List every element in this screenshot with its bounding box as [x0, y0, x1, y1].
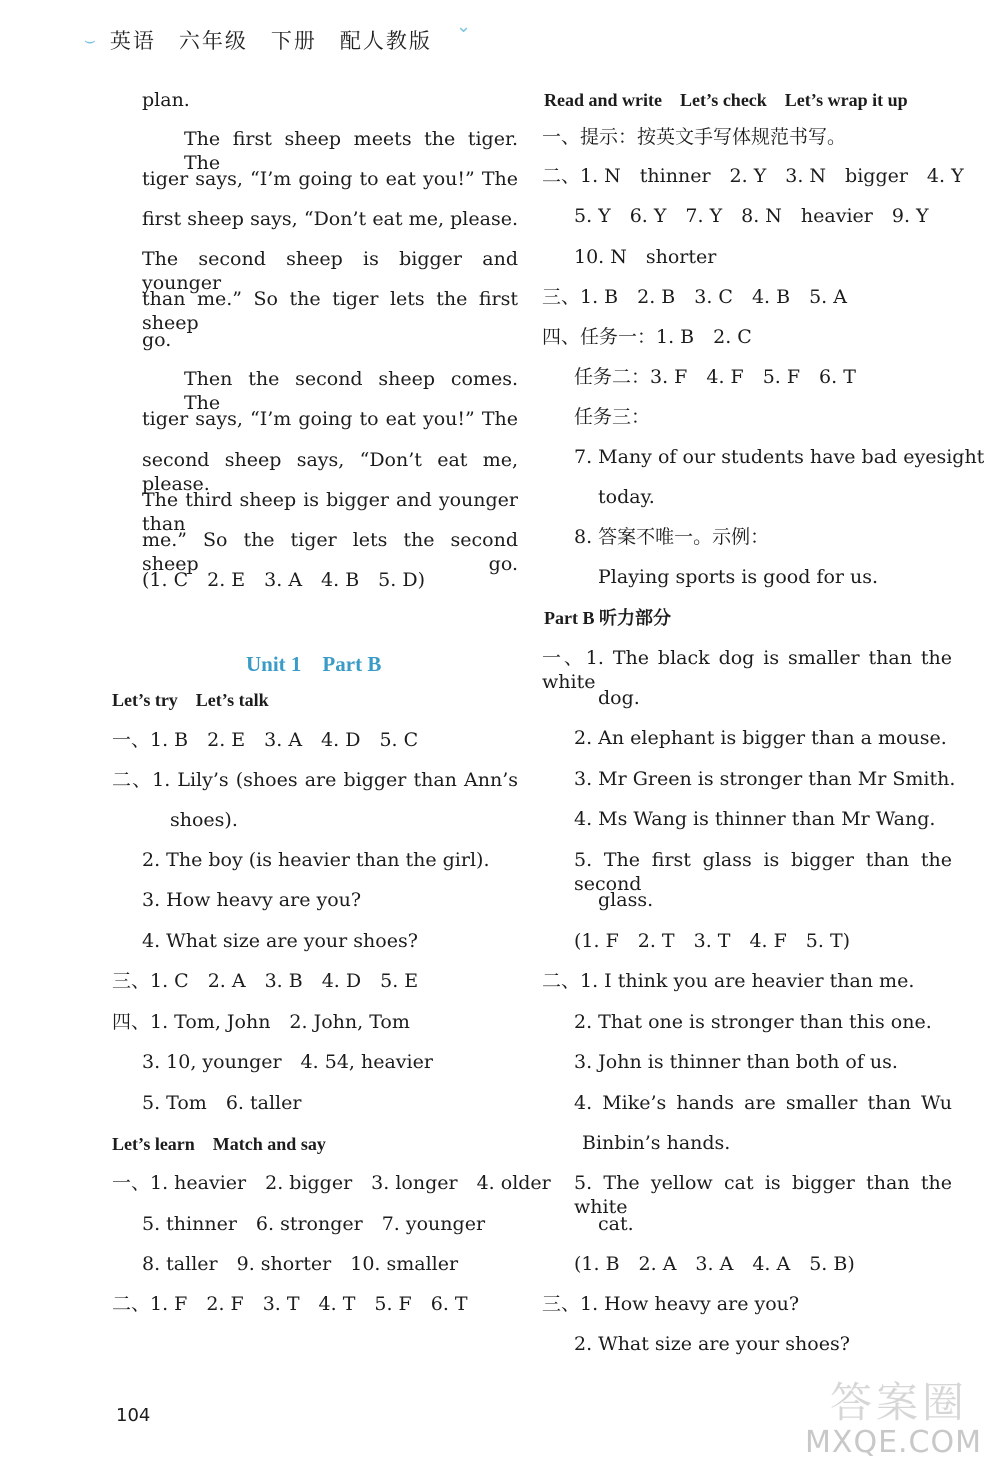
running-header	[84, 16, 472, 58]
answer-line: 任务三：	[574, 406, 651, 428]
watermark-logo-text: 答案圈	[829, 1378, 968, 1427]
answer-line: 5. The yellow cat is bigger than the white	[574, 1172, 952, 1218]
watermark	[762, 1370, 982, 1460]
story-line: me.” So the tiger lets the second sheep go.	[142, 529, 518, 575]
story-line: The first sheep meets the tiger. The	[184, 128, 518, 174]
answer-line: 8. 答案不唯一。示例：	[574, 526, 770, 548]
story-line: first sheep says, “Don’t eat me, please.	[142, 208, 518, 230]
answer-line: 3. How heavy are you?	[142, 889, 362, 911]
answer-line: glass.	[598, 889, 654, 911]
answer-line: (1. F 2. T 3. T 4. F 5. T)	[574, 930, 851, 952]
answer-line: 二、1. I think you are heavier than me.	[542, 970, 915, 992]
answer-line: 一、提示：按英文手写体规范书写。	[542, 126, 847, 148]
answer-line: 二、1. F 2. F 3. T 4. T 5. F 6. T	[112, 1293, 468, 1315]
answer-line: 3. John is thinner than both of us.	[574, 1051, 898, 1073]
story-line: go.	[142, 329, 172, 351]
answer-line: 5. thinner 6. stronger 7. younger	[142, 1213, 486, 1235]
page-number: 104	[116, 1405, 151, 1426]
answer-line: 7. Many of our students have bad eyesight	[574, 446, 985, 468]
answer-line: 10. N shorter	[574, 246, 717, 268]
answer-line: 四、任务一：1. B 2. C	[542, 326, 752, 348]
answer-line: 8. taller 9. shorter 10. smaller	[142, 1253, 459, 1275]
section-heading: Let’s try Let’s talk	[112, 690, 269, 710]
answer-line: 四、1. Tom, John 2. John, Tom	[112, 1011, 410, 1033]
answer-line: 任务二：3. F 4. F 5. F 6. T	[574, 366, 856, 388]
answer-line: 二、1. Lily’s (shoes are bigger than Ann’s	[112, 769, 518, 791]
story-line: tiger says, “I’m going to eat you!” The	[142, 408, 518, 430]
answer-line: 三、1. B 2. B 3. C 4. B 5. A	[542, 286, 847, 308]
story-line: The third sheep is bigger and younger than	[142, 489, 518, 535]
story-answers: (1. C 2. E 3. A 4. B 5. D)	[142, 569, 425, 591]
story-line: than me.” So the tiger lets the first sheep	[142, 288, 518, 334]
section-heading: Read and write Let’s check Let’s wrap it up	[544, 90, 908, 110]
answer-line: 一、1. B 2. E 3. A 4. D 5. C	[112, 729, 419, 751]
answer-line: cat.	[598, 1213, 634, 1235]
header-title: 英语 六年级 下册 配人教版	[109, 29, 432, 53]
answer-line: 2. What size are your shoes?	[574, 1333, 850, 1355]
answer-line: (1. B 2. A 3. A 4. A 5. B)	[574, 1253, 855, 1275]
section-heading: Part B 听力部分	[544, 608, 671, 628]
section-heading: Let’s learn Match and say	[112, 1134, 326, 1154]
answer-line: 一、1. heavier 2. bigger 3. longer 4. older	[112, 1172, 551, 1194]
story-line: plan.	[142, 89, 190, 111]
answer-line: 5. The first glass is bigger than the second	[574, 849, 952, 895]
unit-title: Unit 1 Part B	[246, 652, 382, 676]
answer-line: 5. Y 6. Y 7. Y 8. N heavier 9. Y	[574, 205, 929, 227]
watermark-url: MXQE.COM	[805, 1425, 982, 1460]
answer-line: 4. Ms Wang is thinner than Mr Wang.	[574, 808, 936, 830]
story-line: second sheep says, “Don’t eat me, please.	[142, 449, 518, 495]
answer-line: 三、1. C 2. A 3. B 4. D 5. E	[112, 970, 419, 992]
answer-line: dog.	[598, 687, 640, 709]
answer-line: 4. What size are your shoes?	[142, 930, 418, 952]
story-line: The second sheep is bigger and younger	[142, 248, 518, 294]
answer-line: today.	[598, 486, 655, 508]
answer-line: 5. Tom 6. taller	[142, 1092, 302, 1114]
answer-line: 二、1. N thinner 2. Y 3. N bigger 4. Y	[542, 165, 964, 187]
answer-line: 4. Mike’s hands are smaller than Wu	[574, 1092, 952, 1114]
answer-line: Playing sports is good for us.	[598, 566, 879, 588]
answer-line: shoes).	[170, 809, 238, 831]
answer-line: 2. That one is stronger than this one.	[574, 1011, 932, 1033]
answer-line: 3. Mr Green is stronger than Mr Smith.	[574, 768, 956, 790]
answer-line: 2. The boy (is heavier than the girl).	[142, 849, 490, 871]
bird-icon: ⌣	[84, 29, 96, 51]
answer-line: 3. 10, younger 4. 54, heavier	[142, 1051, 433, 1073]
answer-line: 一、1. The black dog is smaller than the white	[542, 647, 952, 693]
bird-icon: ⌄	[456, 16, 472, 37]
answer-line: Binbin’s hands.	[582, 1132, 731, 1154]
answer-line: 三、1. How heavy are you?	[542, 1293, 800, 1315]
story-line: Then the second sheep comes. The	[184, 368, 518, 414]
answer-line: 2. An elephant is bigger than a mouse.	[574, 727, 947, 749]
story-line: tiger says, “I’m going to eat you!” The	[142, 168, 518, 190]
